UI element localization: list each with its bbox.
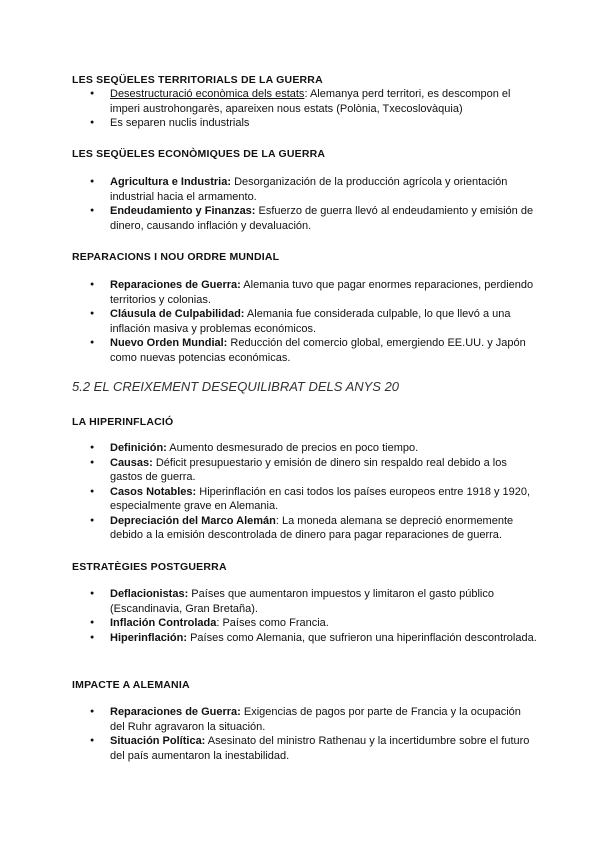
- list-item: [90, 336, 538, 365]
- list-item: [90, 514, 538, 543]
- item-text: : Alemanya perd territori, es descompon el imperi austrohongarès, apareixen nous estats (Polònia, Txecoslovàquia): [110, 88, 511, 115]
- item-term: Agricultura e Industria:: [110, 176, 232, 188]
- item-text: : La moneda alemana se depreció enormemente debido a la emisión descontrolada de dinero para pagar reparaciones de guerra.: [110, 514, 514, 541]
- item-term: Situación Política:: [110, 735, 206, 747]
- item-term: Definición:: [110, 442, 167, 454]
- bullet-list-postwar: [90, 587, 538, 645]
- bullet-list-germany: [90, 705, 538, 763]
- item-text: Asesinato del ministro Rathenau y la incertidumbre sobre el futuro del país aumentaron la inestabilidad.: [110, 735, 530, 762]
- list-item: [90, 705, 538, 734]
- list-item: [90, 734, 538, 763]
- item-term: Depreciación del Marco Alemán: [110, 514, 276, 527]
- item-text: Es separen nuclis industrials: [110, 117, 250, 129]
- section-heading-territorial: LES SEQÜELES TERRITORIALS DE LA GUERRA: [72, 74, 323, 86]
- item-text: Alemania fue considerada culpable, lo que llevó a una inflación masiva y problemas económicos.: [110, 308, 511, 335]
- list-item: [90, 116, 538, 131]
- item-text: Aumento desmesurado de precios en poco tiempo.: [166, 442, 419, 454]
- chapter-title: 5.2 EL CREIXEMENT DESEQUILIBRAT DELS ANYS 20: [72, 379, 400, 394]
- list-item: [90, 631, 538, 646]
- item-term: Endeudamiento y Finanzas:: [110, 205, 256, 217]
- item-text: Países como Alemania, que sufrieron una hiperinflación descontrolada.: [187, 631, 537, 644]
- bullet-list-hyperinflation: [90, 441, 538, 543]
- item-term: Hiperinflación:: [110, 631, 188, 644]
- item-text: Países que aumentaron impuestos y limitaron el gasto público (Escandinavia, Gran Bretaña).: [110, 588, 494, 615]
- item-term: Causas:: [110, 456, 153, 469]
- list-item: [90, 616, 538, 631]
- list-item: [90, 307, 538, 336]
- item-term: Cláusula de Culpabilidad:: [110, 308, 245, 320]
- list-item: [90, 587, 538, 616]
- item-term: Desestructuració econòmica dels estats: [110, 88, 305, 100]
- item-term: Reparaciones de Guerra:: [110, 279, 241, 291]
- item-text: Hiperinflación en casi todos los países europeos entre 1918 y 1920, especialmente grave en Alemania.: [110, 485, 531, 512]
- section-heading-hyperinflation: LA HIPERINFLACIÓ: [72, 416, 174, 428]
- list-item: [90, 204, 538, 233]
- item-term: Reparaciones de Guerra:: [110, 706, 241, 718]
- bullet-list-reparations: [90, 278, 538, 365]
- section-heading-economic: LES SEQÜELES ECONÒMIQUES DE LA GUERRA: [72, 148, 326, 160]
- item-term: Deflacionistas:: [110, 588, 189, 600]
- section-heading-germany: IMPACTE A ALEMANIA: [72, 679, 190, 691]
- list-item: [90, 456, 538, 485]
- list-item: [90, 87, 538, 116]
- item-term: Nuevo Orden Mundial:: [110, 337, 228, 349]
- bullet-list-territorial: [90, 87, 538, 131]
- item-term: Casos Notables:: [110, 485, 197, 498]
- section-heading-postwar: ESTRATÈGIES POSTGUERRA: [72, 561, 227, 573]
- item-term: Inflación Controlada: [110, 617, 217, 629]
- list-item: [90, 175, 538, 204]
- item-text: Alemania tuvo que pagar enormes reparaciones, perdiendo territorios y colonias.: [110, 279, 534, 306]
- section-heading-reparations: REPARACIONS I NOU ORDRE MUNDIAL: [72, 251, 280, 263]
- item-text: Esfuerzo de guerra llevó al endeudamiento y emisión de dinero, causando inflación y devaluación.: [110, 205, 534, 232]
- item-text: : Países como Francia.: [216, 617, 329, 629]
- item-text: Reducción del comercio global, emergiendo EE.UU. y Japón como nuevas potencias económicas.: [110, 337, 526, 364]
- item-text: Déficit presupuestario y emisión de dinero sin respaldo real debido a los gastos de guerra.: [110, 456, 507, 483]
- item-text: Desorganización de la producción agrícola y orientación industrial hacia el armamento.: [110, 176, 508, 203]
- bullet-list-economic: [90, 175, 538, 233]
- list-item: [90, 441, 538, 456]
- list-item: [90, 485, 538, 514]
- list-item: [90, 278, 538, 307]
- item-text: Exigencias de pagos por parte de Francia y la ocupación del Ruhr agravaron la situación.: [110, 706, 521, 733]
